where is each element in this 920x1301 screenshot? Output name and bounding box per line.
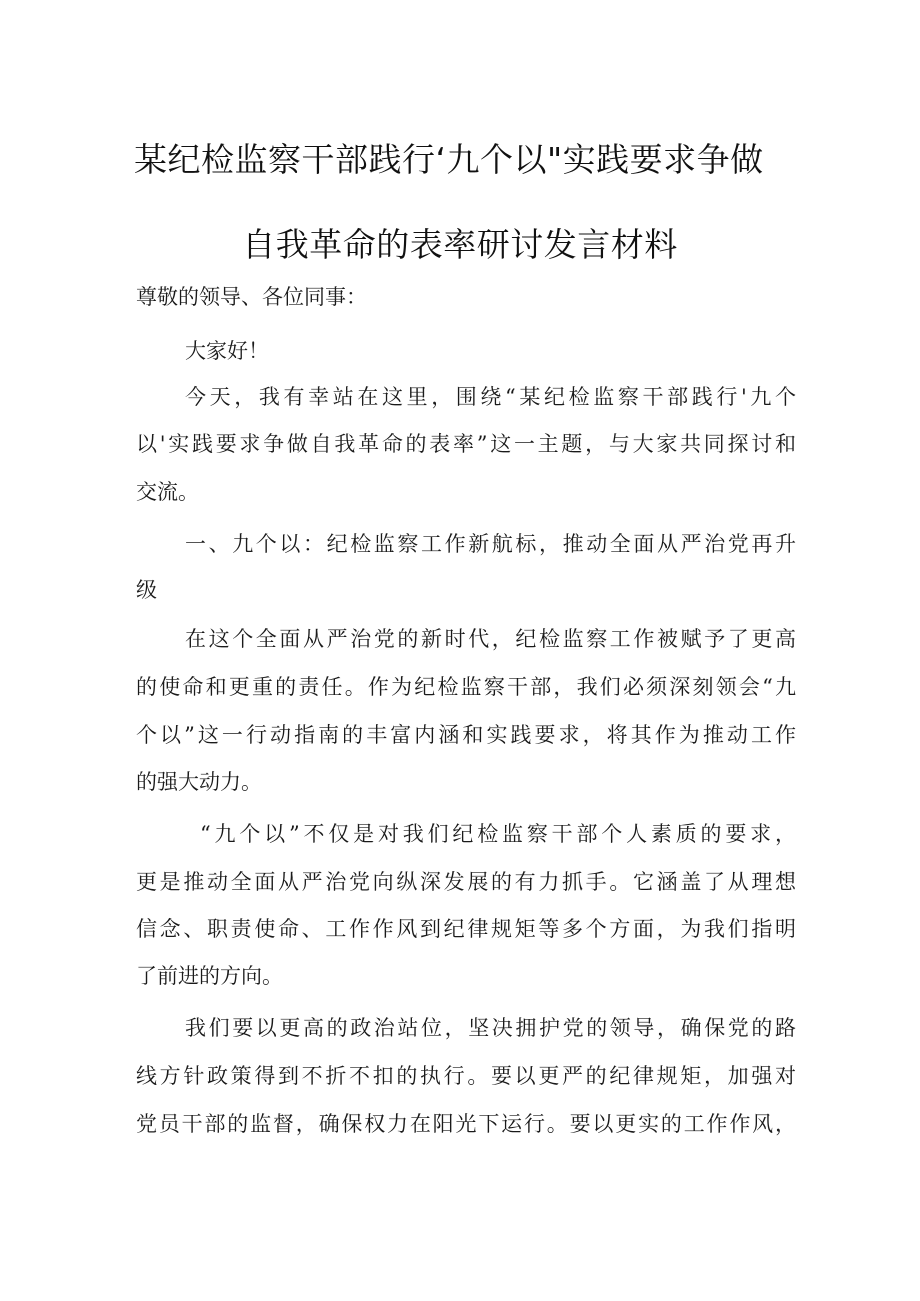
paragraph-line: 以'实践要求争做自我革命的表率”这一主题，与大家共同探讨和	[136, 432, 796, 456]
paragraph-line: 线方针政策得到不折不扣的执行。要以更严的纪律规矩，加强对	[136, 1064, 796, 1088]
greeting: 大家好！	[185, 339, 269, 363]
paragraph-line: 的强大动力。	[136, 770, 262, 794]
paragraph-line: 的使命和更重的责任。作为纪检监察干部，我们必须深刻领会“九	[136, 675, 796, 699]
paragraph-line: 党员干部的监督，确保权力在阳光下运行。要以更实的工作作风，	[136, 1112, 796, 1136]
document-title-line-1: 某纪检监察干部践行‘九个以"实践要求争做	[134, 140, 764, 179]
paragraph-line: 了前进的方向。	[136, 964, 283, 988]
section-heading-line: 级	[136, 578, 157, 602]
paragraph-line: 更是推动全面从严治党向纵深发展的有力抓手。它涵盖了从理想	[136, 870, 796, 894]
paragraph-line: 信念、职责使命、工作作风到纪律规矩等多个方面，为我们指明	[136, 917, 796, 941]
paragraph-line: 交流。	[136, 480, 199, 504]
section-heading-line: 一、九个以：纪检监察工作新航标，推动全面从严治党再升	[185, 532, 796, 556]
paragraph-line: 在这个全面从严治党的新时代，纪检监察工作被赋予了更高	[185, 627, 796, 651]
paragraph-line: 今天，我有幸站在这里，围绕“某纪检监察干部践行'九个	[185, 385, 796, 409]
paragraph-line: 个以”这一行动指南的丰富内涵和实践要求，将其作为推动工作	[136, 723, 796, 747]
document-title-line-2: 自我革命的表率研讨发言材料	[242, 225, 678, 264]
paragraph-line: 我们要以更高的政治站位，坚决拥护党的领导，确保党的路	[185, 1016, 796, 1040]
paragraph-line: “九个以”不仅是对我们纪检监察干部个人素质的要求，	[200, 822, 796, 846]
salutation: 尊敬的领导、各位同事：	[136, 285, 367, 309]
